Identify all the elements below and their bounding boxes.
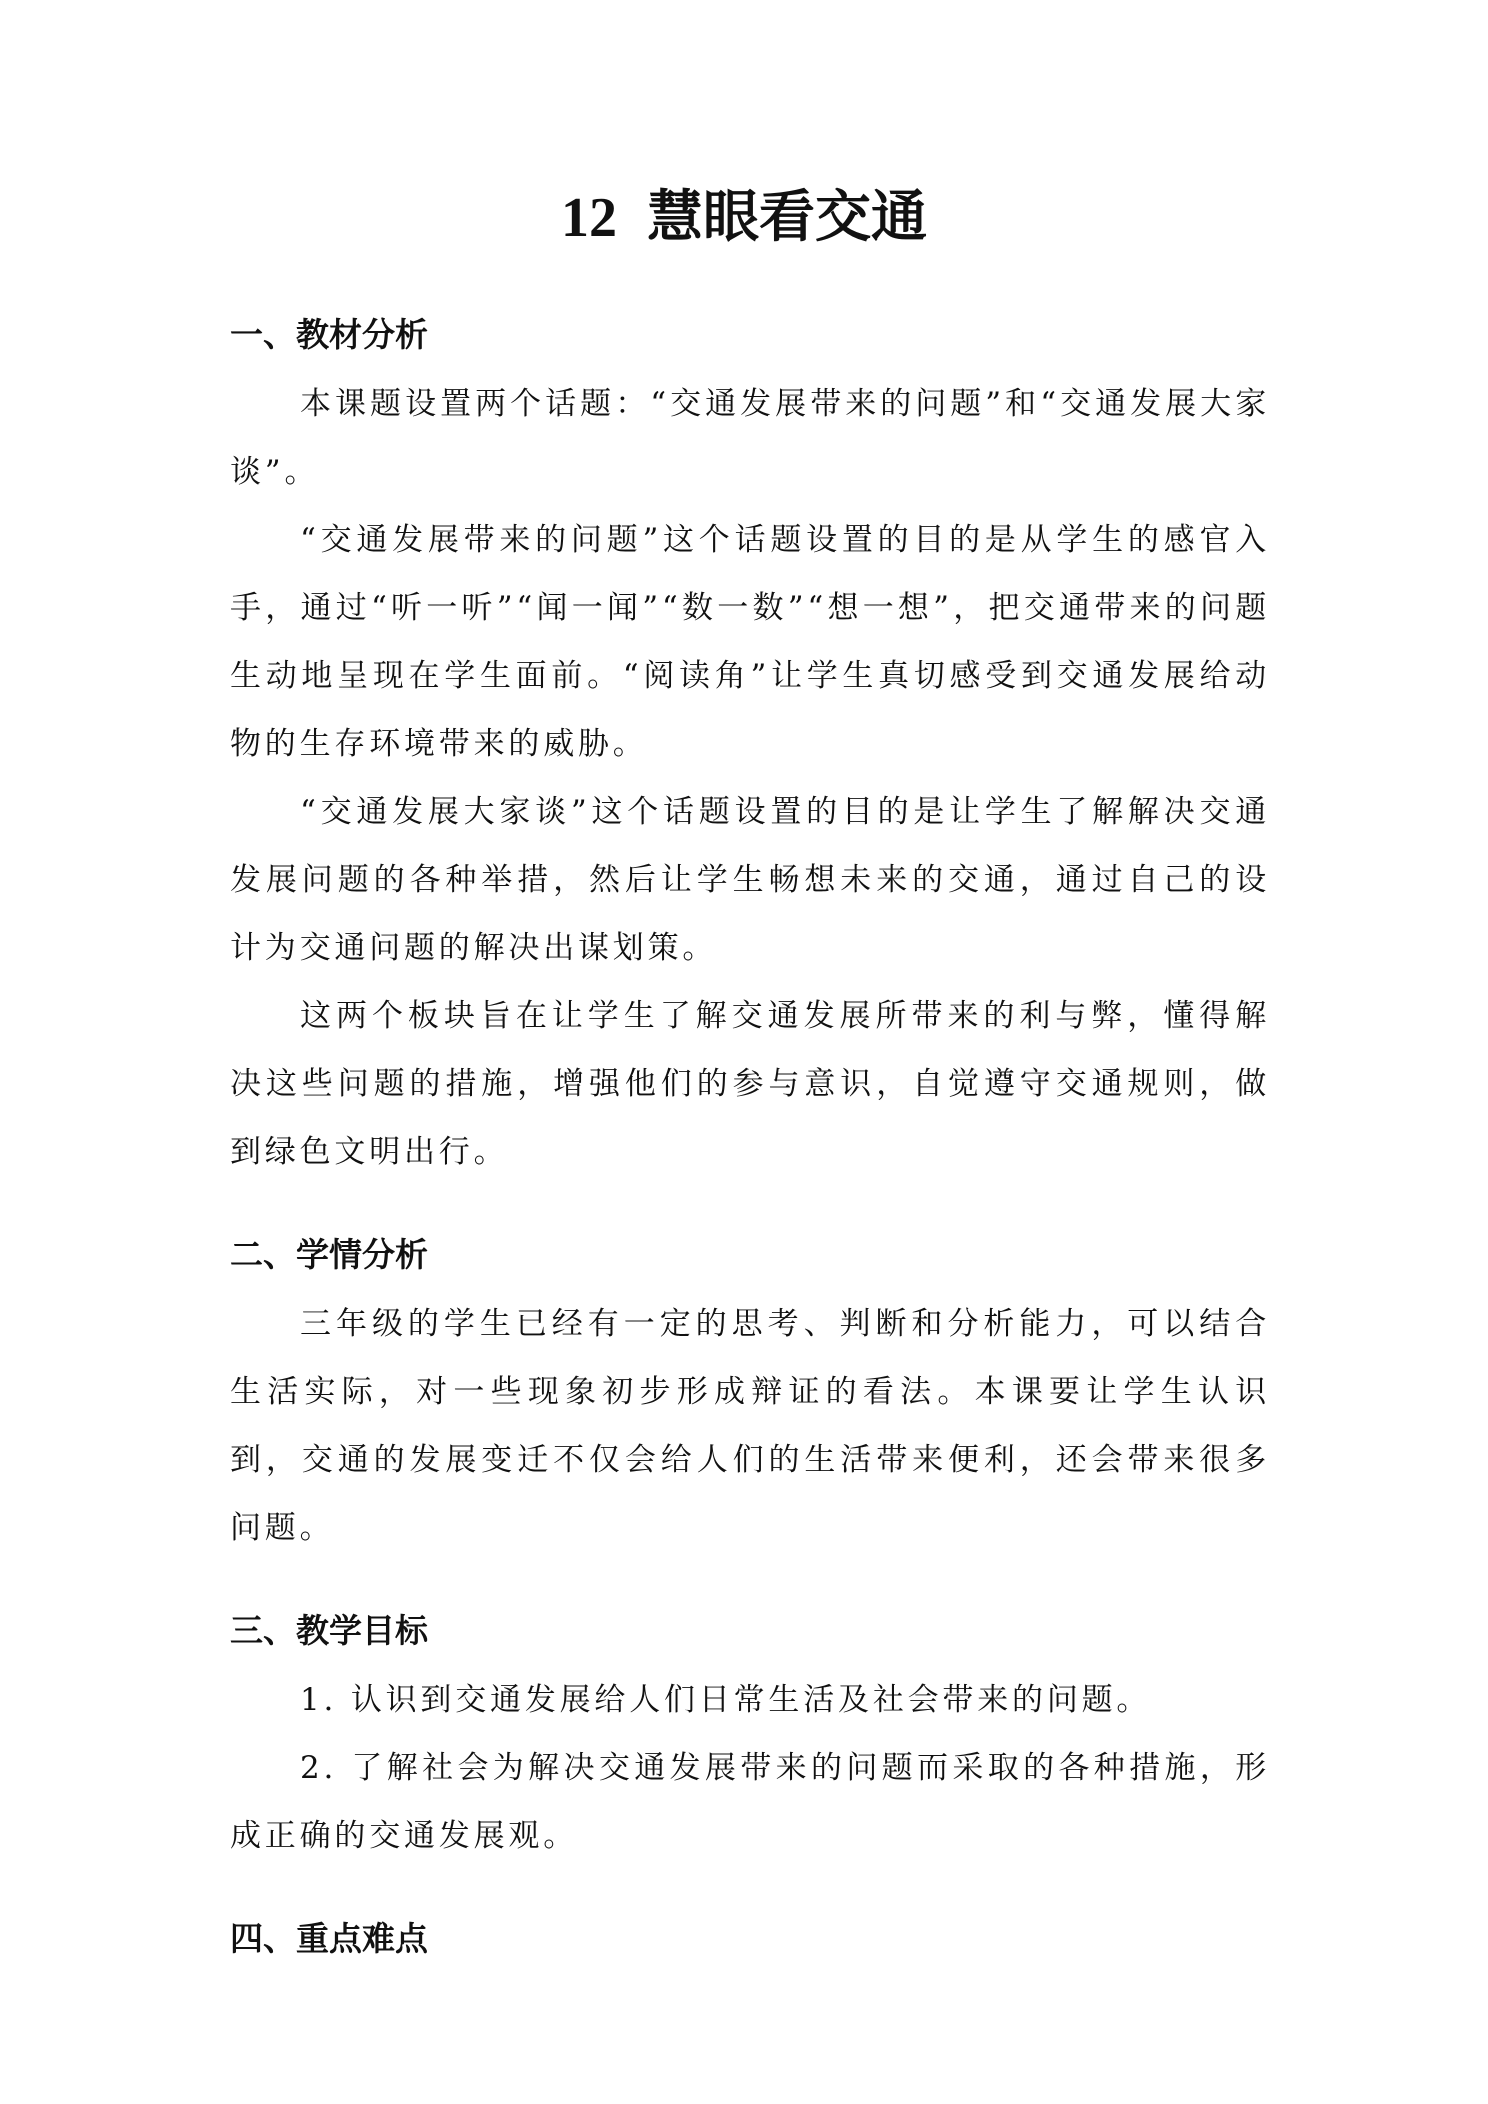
- title-text: 慧眼看交通: [647, 185, 927, 250]
- section-teaching-goals: [230, 1596, 1270, 1870]
- paragraph: “交通发展大家谈”这个话题设置的目的是让学生了解解决交通发展问题的各种举措，然后让学生畅想未来的交通，通过自己的设计为交通问题的解决出谋划策。: [230, 794, 1270, 966]
- paragraph: 三年级的学生已经有一定的思考、判断和分析能力，可以结合生活实际，对一些现象初步形成辩证的看法。本课要让学生认识到，交通的发展变迁不仅会给人们的生活带来便利，还会带来很多问题。: [230, 1306, 1270, 1546]
- section-heading: 一、教材分析: [230, 315, 428, 354]
- document-body: [230, 300, 1270, 1974]
- goal-item: 2. 了解社会为解决交通发展带来的问题而采取的各种措施，形成正确的交通发展观。: [230, 1750, 1270, 1854]
- paragraph: “交通发展带来的问题”这个话题设置的目的是从学生的感官入手，通过“听一听”“闻一闻”“数一数”“想一想”，把交通带来的问题生动地呈现在学生面前。“阅读角”让学生真切感受到交通发展给动物的生存环境带来的威胁。: [230, 522, 1270, 762]
- section-heading: 三、教学目标: [230, 1611, 428, 1650]
- paragraph: 这两个板块旨在让学生了解交通发展所带来的利与弊，懂得解决这些问题的措施，增强他们的参与意识，自觉遵守交通规则，做到绿色文明出行。: [230, 998, 1270, 1170]
- section-student-analysis: [230, 1220, 1270, 1562]
- section-textbook-analysis: [230, 300, 1270, 1186]
- paragraph: 本课题设置两个话题：“交通发展带来的问题”和“交通发展大家谈”。: [230, 386, 1270, 490]
- document-title: [0, 178, 1488, 258]
- section-key-difficulties: [230, 1904, 1270, 1974]
- section-heading: 四、重点难点: [230, 1919, 428, 1958]
- section-heading: 二、学情分析: [230, 1235, 428, 1274]
- title-number: 12: [561, 187, 617, 249]
- goal-item: 1. 认识到交通发展给人们日常生活及社会带来的问题。: [300, 1682, 1152, 1718]
